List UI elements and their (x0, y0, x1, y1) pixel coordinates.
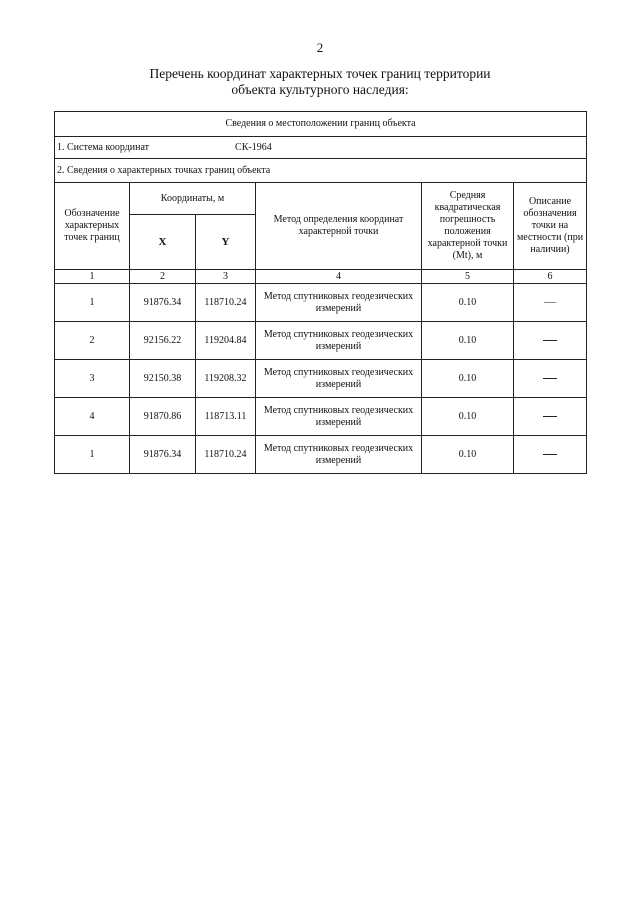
method-value: Метод спутниковых геодезических измерений (256, 284, 422, 322)
header-x: X (130, 215, 196, 270)
section-header: Сведения о местоположении границ объекта (55, 112, 587, 137)
accuracy-value: 0.10 (422, 436, 514, 474)
method-value: Метод спутниковых геодезических измерений (256, 436, 422, 474)
header-method: Метод определения координат характерной точки (256, 183, 422, 270)
accuracy-value: 0.10 (422, 360, 514, 398)
column-number: 3 (196, 270, 256, 284)
points-section-label: 2. Сведения о характерных точках границ объекта (55, 159, 587, 183)
coord-system-cell (55, 137, 587, 159)
method-value: Метод спутниковых геодезических измерений (256, 322, 422, 360)
description-dash (543, 340, 557, 341)
coord-system-value: СК-1964 (235, 141, 272, 153)
x-value: 92150.38 (130, 360, 196, 398)
document-title-line-2: объекта культурного наследия: (231, 82, 409, 97)
accuracy-value: 0.10 (422, 322, 514, 360)
y-value: 118713.11 (196, 398, 256, 436)
column-number: 1 (55, 270, 130, 284)
method-value: Метод спутниковых геодезических измерений (256, 398, 422, 436)
coord-system-row (55, 137, 587, 159)
y-value: 119208.32 (196, 360, 256, 398)
y-value: 118710.24 (196, 436, 256, 474)
description-value (514, 436, 587, 474)
coord-system-label: 1. Система координат (57, 141, 150, 153)
description-value (514, 284, 587, 322)
header-description: Описание обозначения точки на местности (при наличии) (514, 183, 587, 270)
y-value: 118710.24 (196, 284, 256, 322)
column-number: 5 (422, 270, 514, 284)
x-value: 92156.22 (130, 322, 196, 360)
header-coordinates: Координаты, м (130, 183, 256, 215)
column-number: 4 (256, 270, 422, 284)
accuracy-value: 0.10 (422, 398, 514, 436)
x-value: 91870.86 (130, 398, 196, 436)
column-number: 2 (130, 270, 196, 284)
header-y: Y (196, 215, 256, 270)
x-value: 91876.34 (130, 284, 196, 322)
table-row (55, 322, 587, 360)
document-title (0, 66, 640, 98)
column-number: 6 (514, 270, 587, 284)
y-value: 119204.84 (196, 322, 256, 360)
description-dash (543, 378, 557, 379)
method-value: Метод спутниковых геодезических измерений (256, 360, 422, 398)
header-accuracy: Средняя квадратическая погрешность положения характерной точки (Mt), м (422, 183, 514, 270)
point-id: 4 (55, 398, 130, 436)
description-dash (543, 454, 557, 455)
description-dash (544, 302, 556, 303)
document-title-line-1: Перечень координат характерных точек границ территории (149, 66, 491, 81)
table-row (55, 436, 587, 474)
point-id: 1 (55, 284, 130, 322)
accuracy-value: 0.10 (422, 284, 514, 322)
description-value (514, 398, 587, 436)
coordinates-table (54, 111, 587, 474)
points-section-row (55, 159, 587, 183)
x-value: 91876.34 (130, 436, 196, 474)
point-id: 1 (55, 436, 130, 474)
column-numbers-row (55, 270, 587, 284)
description-value (514, 322, 587, 360)
header-designation: Обозначение характерных точек границ (55, 183, 130, 270)
table-row (55, 284, 587, 322)
table-row (55, 398, 587, 436)
point-id: 3 (55, 360, 130, 398)
page-number: 2 (316, 40, 324, 55)
header-row-1 (55, 183, 587, 215)
description-value (514, 360, 587, 398)
section-header-row (55, 112, 587, 137)
table-row (55, 360, 587, 398)
point-id: 2 (55, 322, 130, 360)
description-dash (543, 416, 557, 417)
